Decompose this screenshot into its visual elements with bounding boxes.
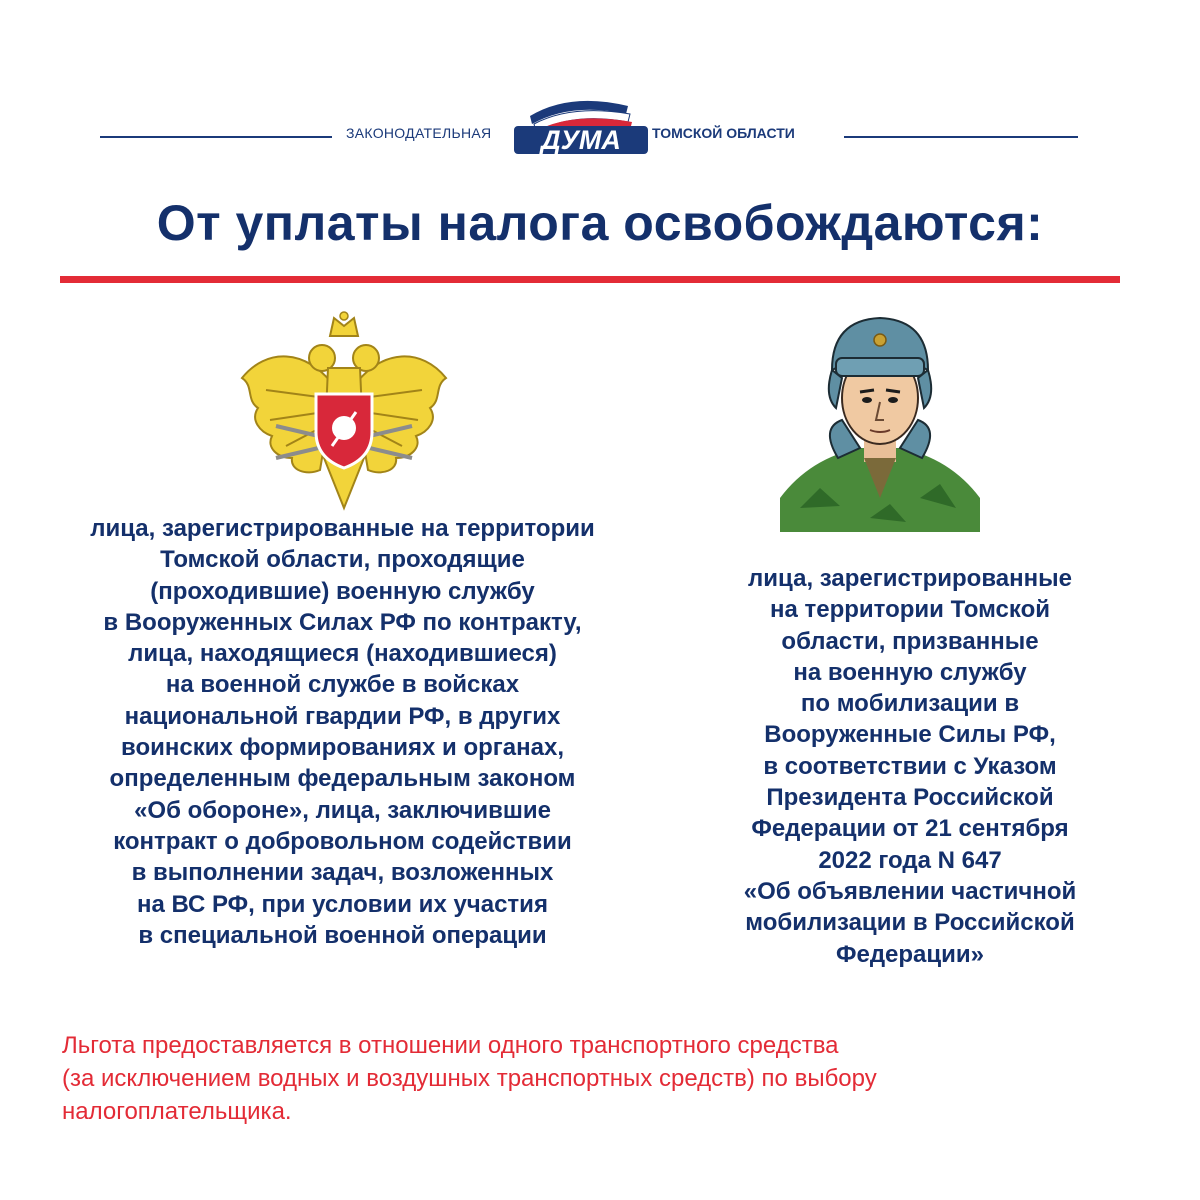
right-text-line: в соответствии с Указом [763,752,1057,780]
left-text-line: в Вооруженных Силах РФ по контракту, [103,608,582,636]
right-text-line: на территории Томской [769,596,1050,624]
right-text-line: области, призванные [781,627,1039,655]
header [0,96,1200,176]
left-text-line: контракт о добровольном содействии [113,827,572,855]
header-divider-right [844,136,1078,138]
left-text-line: в выполнении задач, возложенных [131,859,554,887]
note-line: налогоплательщика. [62,1098,292,1125]
right-text-line: мобилизации в Российской [745,909,1075,937]
note-line: Льгота предоставляется в отношении одного транспортного средства [62,1032,839,1059]
left-text-line: на военной службе в войсках [165,671,520,699]
soldier-portrait-icon [780,308,980,532]
left-text-line: в специальной военной операции [138,921,547,949]
header-left-text: ЗАКОНОДАТЕЛЬНАЯ [346,125,492,141]
rosgvardia-emblem-icon [236,308,452,518]
left-text-line: «Об обороне», лица, заключившие [134,796,551,824]
right-text-line: Президента Российской [766,784,1054,812]
left-text-line: (проходившие) военную службу [150,577,535,605]
note-line: (за исключением водных и воздушных транспортных средств) по выбору [62,1065,877,1092]
right-text-line: «Об объявлении частичной [743,877,1077,905]
right-text-line: Федерации» [835,940,985,968]
svg-text:ДУМА: ДУМА [541,125,621,155]
left-text-line: определенным федеральным законом [109,765,576,793]
left-text-line: воинских формированиях и органах, [121,734,564,762]
left-text-line: лица, находящиеся (находившиеся) [128,640,557,668]
right-text-line: 2022 года N 647 [818,846,1002,874]
left-text-line: Томской области, проходящие [160,546,525,574]
benefit-note [62,1029,1142,1128]
page-title: От уплаты налога освобождаются: [156,195,1044,251]
right-text-line: Вооруженные Силы РФ, [764,721,1056,749]
right-text-line: по мобилизации в [800,690,1020,718]
duma-logo-icon [510,96,650,158]
title-underline [60,276,1120,283]
left-exemption-text [40,513,645,951]
left-text-line: лица, зарегистрированные на территории [90,515,595,542]
left-text-line: национальной гвардии РФ, в других [124,702,561,730]
header-divider-left [100,136,332,138]
right-text-line: Федерации от 21 сентября [751,815,1069,843]
right-text-line: лица, зарегистрированные [748,565,1072,592]
header-right-text: ТОМСКОЙ ОБЛАСТИ [652,125,795,141]
right-exemption-text [700,563,1120,970]
left-text-line: на ВС РФ, при условии их участия [137,890,548,918]
right-text-line: на военную службу [793,658,1027,686]
